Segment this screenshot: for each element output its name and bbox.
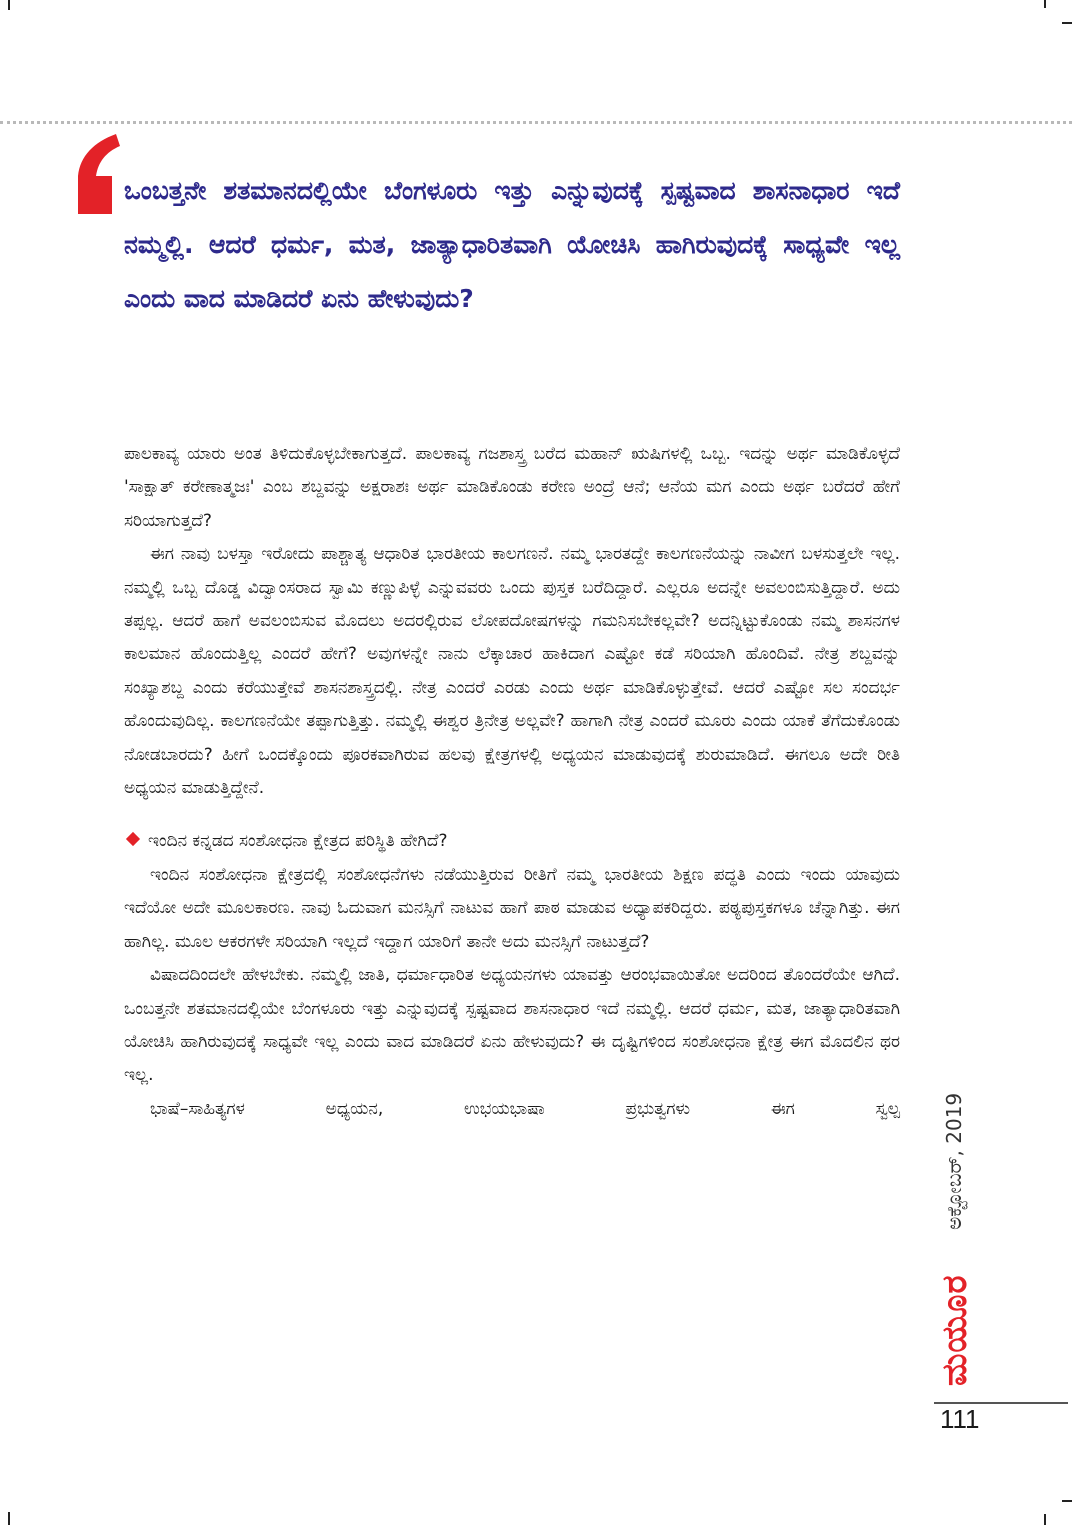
crop-mark-bottom-left	[8, 1512, 10, 1525]
issue-date: ಅಕ್ಟೋಬರ್, 2019	[942, 1092, 966, 1230]
crop-mark-right-upper	[1062, 22, 1072, 24]
quote-mark-icon	[76, 134, 120, 214]
crop-mark-bottom-right	[1044, 1514, 1046, 1525]
answer-paragraph: ಇಂದಿನ ಸಂಶೋಧನಾ ಕ್ಷೇತ್ರದಲ್ಲಿ ಸಂಶೋಧನೆಗಳು ನಡೆಯುತ್ತಿರುವ ರೀತಿಗೆ ನಮ್ಮ ಭಾರತೀಯ ಶಿಕ್ಷಣ ಪದ್ಧತಿ ಎಂದು ಇಂದು ಯಾವುದು ಇದೆಯೋ ಅದೇ ಮೂಲಕಾರಣ. ನಾವು ಓದುವಾಗ ಮನಸ್ಸಿಗೆ ನಾಟುವ ಹಾಗೆ ಪಾಠ ಮಾಡುವ ಅಧ್ಯಾಪಕರಿದ್ದರು. ಪಠ್ಯಪುಸ್ತಕಗಳೂ ಚೆನ್ನಾಗಿತ್ತು. ಈಗ ಹಾಗಿಲ್ಲ. ಮೂಲ ಆಕರಗಳೇ ಸರಿಯಾಗಿ ಇಲ್ಲದೆ ಇದ್ದಾಗ ಯಾರಿಗೆ ತಾನೇ ಅದು ಮನಸ್ಸಿಗೆ ನಾಟುತ್ತದೆ?	[124, 864, 900, 952]
diamond-bullet-icon	[126, 832, 140, 846]
crop-mark-right-lower	[1062, 1500, 1072, 1502]
answer-paragraph: ಭಾಷೆ–ಸಾಹಿತ್ಯಗಳ ಅಧ್ಯಯನ, ಉಭಯಭಾಷಾ ಪ್ರಭುತ್ವಗಳು ಈಗ ಸ್ವಲ್ಪ	[150, 1098, 900, 1119]
question-text: ಇಂದಿನ ಕನ್ನಡದ ಸಂಶೋಧನಾ ಕ್ಷೇತ್ರದ ಪರಿಸ್ಥಿತಿ ಹೇಗಿದೆ?	[148, 831, 448, 852]
answer-paragraph: ವಿಷಾದದಿಂದಲೇ ಹೇಳಬೇಕು. ನಮ್ಮಲ್ಲಿ ಜಾತಿ, ಧರ್ಮಾಧಾರಿತ ಅಧ್ಯಯನಗಳು ಯಾವತ್ತು ಆರಂಭವಾಯಿತೋ ಅದರಿಂದ ತೊಂದರೆಯೇ ಆಗಿದೆ. ಒಂಬತ್ತನೇ ಶತಮಾನದಲ್ಲಿಯೇ ಬೆಂಗಳೂರು ಇತ್ತು ಎನ್ನುವುದಕ್ಕೆ ಸ್ಪಷ್ಟವಾದ ಶಾಸನಾಧಾರ ಇದೆ ನಮ್ಮಲ್ಲಿ. ಆದರೆ ಧರ್ಮ, ಮತ, ಜಾತ್ಯಾಧಾರಿತವಾಗಿ ಯೋಚಿಸಿ ಹಾಗಿರುವುದಕ್ಕೆ ಸಾಧ್ಯವೇ ಇಲ್ಲ ಎಂದು ವಾದ ಮಾಡಿದರೆ ಏನು ಹೇಳುವುದು? ಈ ದೃಷ್ಟಿಗಳಿಂದ ಸಂಶೋಧನಾ ಕ್ಷೇತ್ರ ಈಗ ಮೊದಲಿನ ಥರ ಇಲ್ಲ.	[124, 965, 900, 1086]
article-body	[124, 438, 900, 1126]
crop-mark-top-left	[8, 0, 10, 10]
interview-question	[124, 825, 900, 858]
article-paragraph: ಈಗ ನಾವು ಬಳಸ್ತಾ ಇರೋದು ಪಾಶ್ಚಾತ್ಯ ಆಧಾರಿತ ಭಾರತೀಯ ಕಾಲಗಣನೆ. ನಮ್ಮ ಭಾರತದ್ದೇ ಕಾಲಗಣನೆಯನ್ನು ನಾವೀಗ ಬಳಸುತ್ತಲೇ ಇಲ್ಲ. ನಮ್ಮಲ್ಲಿ ಒಬ್ಬ ದೊಡ್ಡ ವಿದ್ವಾಂಸರಾದ ಸ್ವಾಮಿ ಕಣ್ಣುಪಿಳ್ಳೆ ಎನ್ನುವವರು ಒಂದು ಪುಸ್ತಕ ಬರೆದಿದ್ದಾರೆ. ಎಲ್ಲರೂ ಅದನ್ನೇ ಅವಲಂಬಿಸುತ್ತಿದ್ದಾರೆ. ಅದು ತಪ್ಪಲ್ಲ. ಆದರೆ ಹಾಗೆ ಅವಲಂಬಿಸುವ ಮೊದಲು ಅದರಲ್ಲಿರುವ ಲೋಪದೋಷಗಳನ್ನು ಗಮನಿಸಬೇಕಲ್ಲವೇ? ಅದನ್ನಿಟ್ಟುಕೊಂಡು ನಮ್ಮ ಶಾಸನಗಳ ಕಾಲಮಾನ ಹೊಂದುತ್ತಿಲ್ಲ ಎಂದರೆ ಹೇಗೆ? ಅವುಗಳನ್ನೇ ನಾನು ಲೆಕ್ಕಾಚಾರ ಹಾಕಿದಾಗ ಎಷ್ಟೋ ಕಡೆ ಸರಿಯಾಗಿ ಹೊಂದಿವೆ. ನೇತ್ರ ಶಬ್ದವನ್ನು ಸಂಖ್ಯಾಶಬ್ದ ಎಂದು ಕರೆಯುತ್ತೇವೆ ಶಾಸನಶಾಸ್ತ್ರದಲ್ಲಿ. ನೇತ್ರ ಎಂದರೆ ಎರಡು ಎಂದು ಅರ್ಥ ಮಾಡಿಕೊಳ್ಳುತ್ತೇವೆ. ಆದರೆ ಎಷ್ಟೋ ಸಲ ಸಂದರ್ಭ ಹೊಂದುವುದಿಲ್ಲ. ಕಾಲಗಣನೆಯೇ ತಪ್ಪಾಗುತ್ತಿತ್ತು. ನಮ್ಮಲ್ಲಿ ಈಶ್ವರ ತ್ರಿನೇತ್ರ ಅಲ್ಲವೇ? ಹಾಗಾಗಿ ನೇತ್ರ ಎಂದರೆ ಮೂರು ಎಂದು ಯಾಕೆ ತೆಗೆದುಕೊಂಡು ನೋಡಬಾರದು? ಹೀಗೆ ಒಂದಕ್ಕೊಂದು ಪೂರಕವಾಗಿರುವ ಹಲವು ಕ್ಷೇತ್ರಗಳಲ್ಲಿ ಅಧ್ಯಯನ ಮಾಡುವುದಕ್ಕೆ ಶುರುಮಾಡಿದೆ. ಈಗಲೂ ಅದೇ ರೀತಿ ಅಧ್ಯಯನ ಮಾಡುತ್ತಿದ್ದೇನೆ.	[124, 544, 900, 799]
magazine-logo: ಮಯೂರ	[935, 1274, 975, 1386]
article-paragraph: ಪಾಲಕಾವ್ಯ ಯಾರು ಅಂತ ತಿಳಿದುಕೊಳ್ಳಬೇಕಾಗುತ್ತದೆ. ಪಾಲಕಾವ್ಯ ಗಜಶಾಸ್ತ್ರ ಬರೆದ ಮಹಾನ್ ಋಷಿಗಳಲ್ಲಿ ಒಬ್ಬ. ಇದನ್ನು ಅರ್ಥ ಮಾಡಿಕೊಳ್ಳದೆ 'ಸಾಕ್ಷಾತ್ ಕರೇಣಾತ್ಮಜಃ' ಎಂಬ ಶಬ್ದವನ್ನು ಅಕ್ಷರಾಶಃ ಅರ್ಥ ಮಾಡಿಕೊಂಡು ಕರೇಣ ಅಂದ್ರೆ ಆನೆ; ಆನೆಯ ಮಗ ಎಂದು ಅರ್ಥ ಬರೆದರೆ ಹೇಗೆ ಸರಿಯಾಗುತ್ತದೆ?	[124, 444, 900, 531]
crop-mark-top-right	[1044, 0, 1046, 8]
section-divider	[0, 121, 1072, 124]
pull-quote: ಒಂಬತ್ತನೇ ಶತಮಾನದಲ್ಲಿಯೇ ಬೆಂಗಳೂರು ಇತ್ತು ಎನ್ನುವುದಕ್ಕೆ ಸ್ಪಷ್ಟವಾದ ಶಾಸನಾಧಾರ ಇದೆ ನಮ್ಮಲ್ಲಿ. ಆದರೆ ಧರ್ಮ, ಮತ, ಜಾತ್ಯಾಧಾರಿತವಾಗಿ ಯೋಚಿಸಿ ಹಾಗಿರುವುದಕ್ಕೆ ಸಾಧ್ಯವೇ ಇಲ್ಲ ಎಂದು ವಾದ ಮಾಡಿದರೆ ಏನು ಹೇಳುವುದು?	[124, 176, 900, 313]
page-number: 111	[940, 1404, 980, 1434]
